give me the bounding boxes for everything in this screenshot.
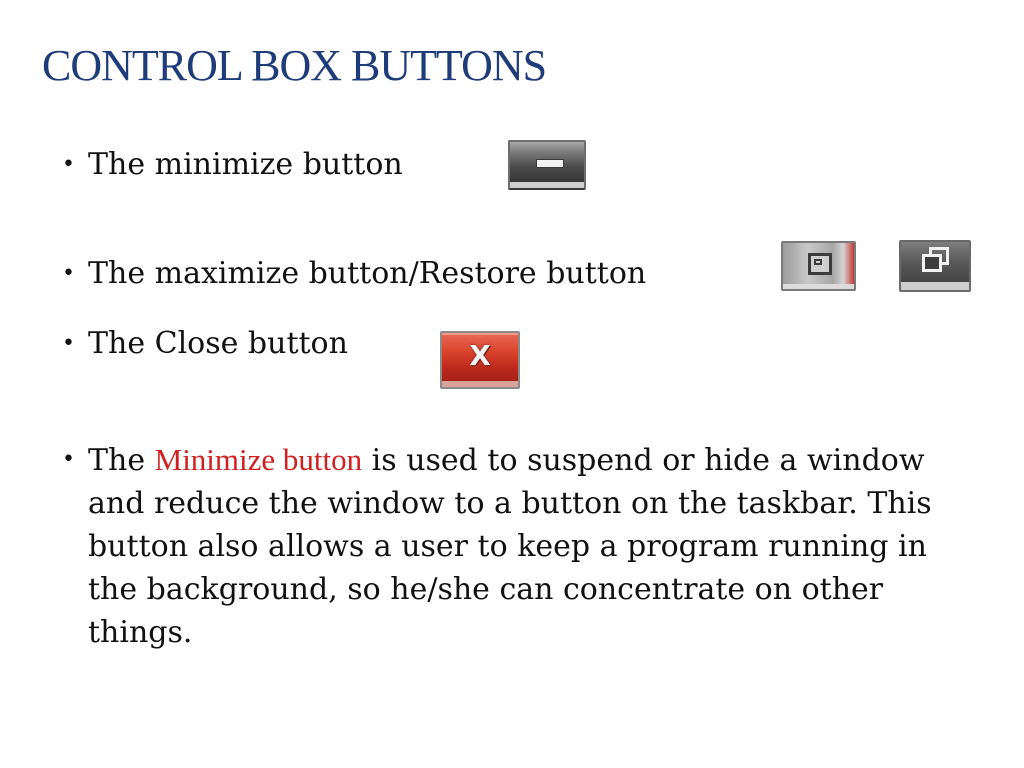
close-icon [440,331,520,389]
bullet-dot: • [62,261,75,286]
bullet-dot: • [62,331,75,356]
bullet-text: The Close button [88,326,348,361]
bullet-text: The maximize button/Restore button [88,256,647,291]
slide-title: CONTROL BOX BUTTONS [42,41,547,90]
maximize-square [808,253,832,275]
bullet-text: The minimize button [88,147,403,182]
restore-icon [899,240,971,292]
restore-front-square [922,254,942,272]
minimize-description [62,438,962,654]
minimize-icon [508,140,586,190]
description-lead: The [88,443,155,478]
description-highlight: Minimize button [154,442,363,477]
description-body [88,438,962,654]
minimize-bar [536,159,564,168]
maximize-icon [781,241,856,291]
close-x-glyph: X [469,339,491,372]
description-rest: is used to suspend or hide a window and reduce the window to a button on the taskbar. This button also allows a user to keep a program running in the background, so he/she can concentrate on other things. [88,443,932,650]
bullet-dot: • [62,447,75,472]
bullet-dot: • [62,152,75,177]
